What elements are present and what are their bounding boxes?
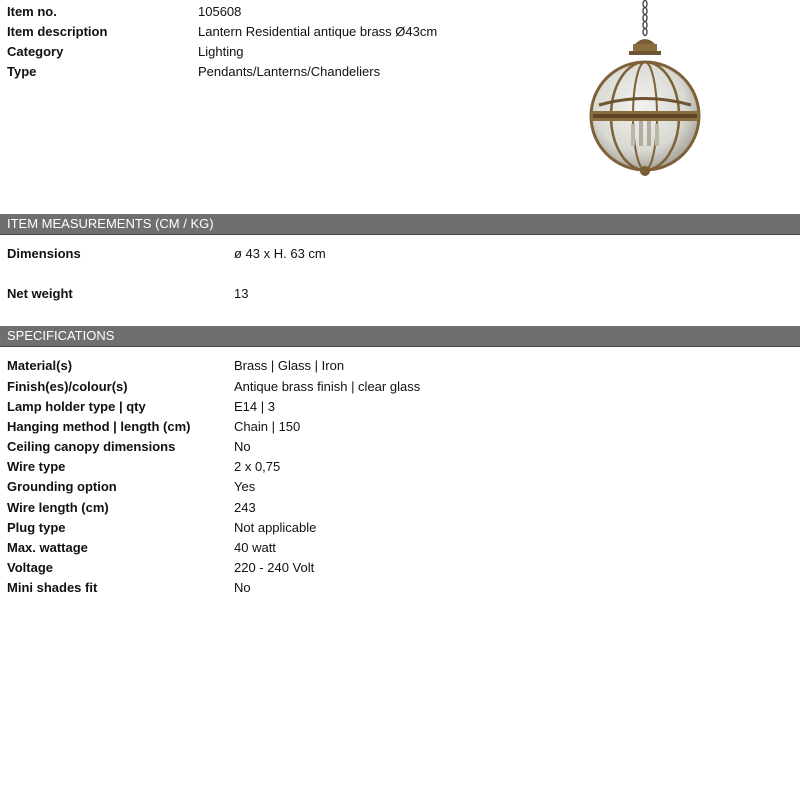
spec-value: 220 - 240 Volt (234, 560, 315, 575)
spec-value: E14 | 3 (234, 399, 275, 414)
spec-value: Yes (234, 479, 256, 494)
spec-label: Material(s) (7, 358, 73, 373)
spec-value: 243 (234, 500, 256, 515)
spec-value: 40 watt (234, 540, 276, 555)
spec-label: Mini shades fit (7, 580, 98, 595)
chain-icon (643, 1, 647, 36)
specifications-header: SPECIFICATIONS (0, 326, 800, 346)
spec-value: 2 x 0,75 (234, 459, 281, 474)
net-weight-value: 13 (234, 286, 249, 301)
spec-label: Wire length (cm) (7, 500, 109, 515)
spec-label: Wire type (7, 459, 66, 474)
item-description-label: Item description (7, 24, 108, 39)
item-description-value: Lantern Residential antique brass Ø43cm (198, 24, 438, 39)
spec-label: Voltage (7, 560, 53, 575)
spec-value: Brass | Glass | Iron (234, 358, 345, 373)
spec-label: Max. wattage (7, 540, 88, 555)
type-label: Type (7, 64, 37, 79)
spec-value: Chain | 150 (234, 419, 301, 434)
dimensions-label: Dimensions (7, 246, 81, 261)
type-value: Pendants/Lanterns/Chandeliers (198, 64, 381, 79)
spec-label: Lamp holder type | qty (7, 399, 146, 414)
net-weight-label: Net weight (7, 286, 73, 301)
item-no-value: 105608 (198, 4, 242, 19)
category-label: Category (7, 44, 64, 59)
dimensions-value: ø 43 x H. 63 cm (234, 246, 326, 261)
spec-label: Plug type (7, 520, 66, 535)
spec-value: Antique brass finish | clear glass (234, 379, 421, 394)
measurements-header: ITEM MEASUREMENTS (CM / KG) (0, 214, 800, 234)
spec-value: No (234, 439, 251, 454)
specifications-divider (0, 346, 800, 347)
spec-label: Hanging method | length (cm) (7, 419, 191, 434)
item-no-label: Item no. (7, 4, 57, 19)
spec-value: Not applicable (234, 520, 317, 535)
spec-label: Ceiling canopy dimensions (7, 439, 176, 454)
spec-label: Grounding option (7, 479, 117, 494)
measurements-divider (0, 234, 800, 235)
spec-value: No (234, 580, 251, 595)
lantern-image (583, 0, 705, 182)
spec-label: Finish(es)/colour(s) (7, 379, 128, 394)
category-value: Lighting (198, 44, 244, 59)
